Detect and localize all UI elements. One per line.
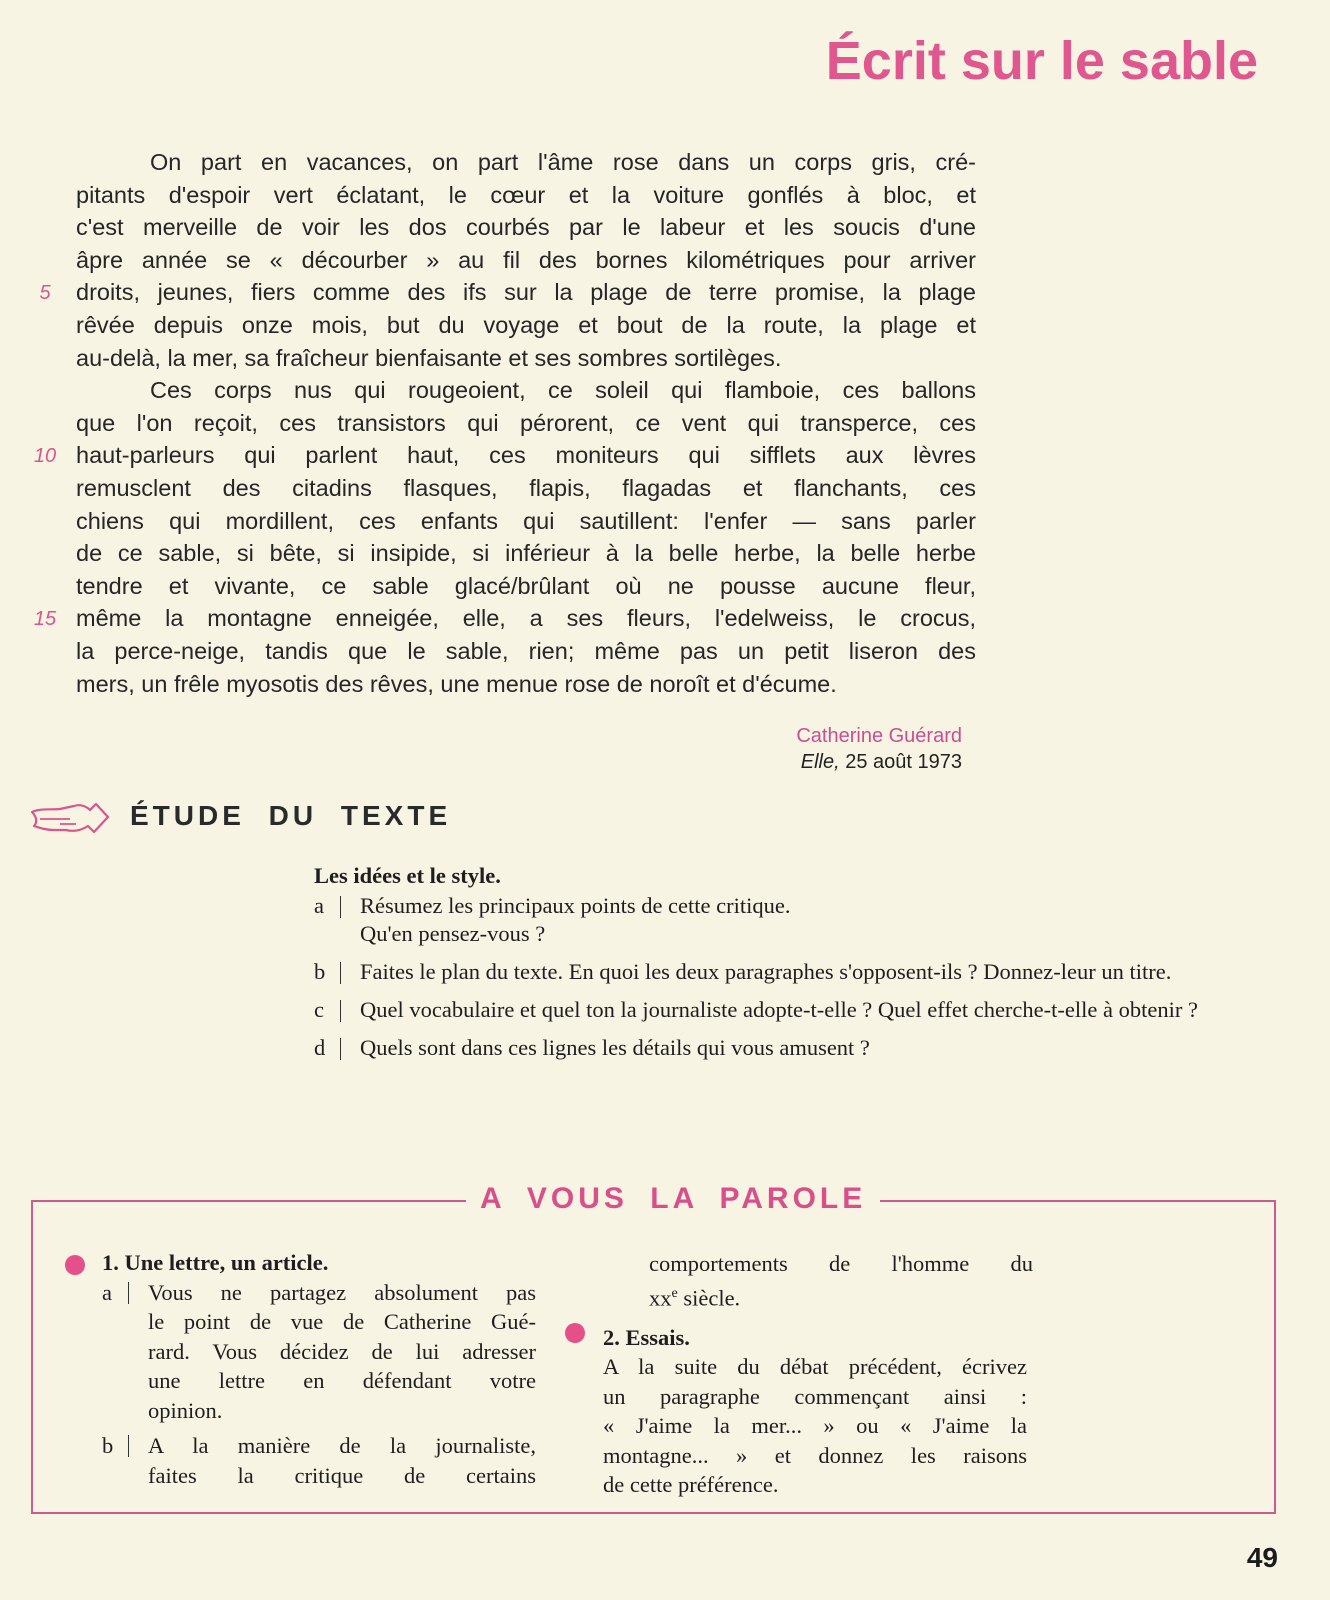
subitem-line: rard. Vous décidez de lui adresser xyxy=(148,1338,536,1364)
parole-column-left xyxy=(68,1248,538,1500)
question-letter: c xyxy=(314,997,324,1022)
publication-date: 25 août 1973 xyxy=(845,751,962,773)
question-text: Faites le plan du texte. En quoi les deux paragraphes s'opposent-ils ? Donnez-leur un titre. xyxy=(360,959,1172,984)
question-item xyxy=(314,1034,1214,1062)
passage-line: rêvée depuis onze mois, but du voyage et bout de la route, la plage et xyxy=(76,311,976,338)
question-letter: a xyxy=(314,893,324,918)
text-passage xyxy=(76,146,976,700)
passage-line: mers, un frêle myosotis des rêves, une menue rose de noroît et d'écume. xyxy=(76,670,837,697)
subitem-line: A la manière de la journaliste, xyxy=(148,1433,536,1458)
divider xyxy=(340,1038,341,1060)
passage-line: tendre et vivante, ce sable glacé/brûlant où ne pousse aucune fleur, xyxy=(76,572,976,599)
passage-line: pitants d'espoir vert éclatant, le cœur et la voiture gonflés à bloc, et xyxy=(76,181,976,208)
divider xyxy=(128,1435,129,1457)
passage-line: âpre année se « décourber » au fil des bornes kilométriques pour arriver xyxy=(76,246,976,273)
bullet-dot xyxy=(565,1323,585,1343)
question-text: Qu'en pensez-vous ? xyxy=(360,921,546,946)
divider xyxy=(340,896,341,918)
divider xyxy=(340,962,341,984)
item-title: 2. Essais. xyxy=(603,1324,690,1350)
pointing-hand-icon xyxy=(30,800,112,838)
parole-subitem xyxy=(102,1278,538,1426)
passage-line: que l'on reçoit, ces transistors qui pérorent, ce vent qui transperce, ces xyxy=(76,409,976,436)
essay-line: de cette préférence. xyxy=(603,1472,779,1497)
passage-line: c'est merveille de voir les dos courbés par le labeur et les soucis d'une xyxy=(76,214,976,241)
essay-line: A la suite du débat précédent, écrivez xyxy=(603,1354,1027,1379)
source-citation xyxy=(796,723,962,775)
question-text: Résumez les principaux points de cette critique. xyxy=(360,893,791,918)
page-number: 49 xyxy=(1246,1542,1278,1573)
parole-column-right xyxy=(565,1249,1035,1500)
author-name: Catherine Guérard xyxy=(796,725,962,747)
century-word: siècle. xyxy=(677,1285,741,1310)
century-sup: e xyxy=(671,1285,678,1301)
parole-subitem xyxy=(102,1431,538,1490)
passage-line: la perce-neige, tandis que le sable, rien; même pas un petit liseron des xyxy=(76,637,976,664)
passage-line: de ce sable, si bête, si insipide, si inférieur à la belle herbe, la belle herbe xyxy=(76,540,976,567)
study-subheading: Les idées et le style. xyxy=(314,863,501,888)
question-text: Quels sont dans ces lignes les détails qui vous amusent ? xyxy=(360,1035,870,1060)
subitem-line: comportements de l'homme du xyxy=(649,1251,1033,1276)
subitem-line: le point de vue de Catherine Gué- xyxy=(148,1309,536,1334)
subitem-line: Vous ne partagez absolument pas xyxy=(148,1279,536,1305)
line-number: 10 xyxy=(33,445,57,467)
passage-line: Ces corps nus qui rougeoient, ce soleil qui flamboie, ces ballons xyxy=(150,377,976,404)
section-heading-etude: ÉTUDE DU TEXTE xyxy=(130,800,452,831)
passage-line: haut-parleurs qui parlent haut, ces moniteurs qui sifflets aux lèvres xyxy=(76,442,976,469)
question-item xyxy=(314,996,1214,1024)
passage-line: On part en vacances, on part l'âme rose dans un corps gris, cré- xyxy=(150,149,976,175)
line-number: 15 xyxy=(33,608,57,630)
subitem-letter: a xyxy=(102,1279,112,1305)
subitem-line: opinion. xyxy=(148,1397,223,1423)
subitem-line: faites la critique de certains xyxy=(148,1462,536,1488)
divider xyxy=(340,1000,341,1022)
essay-text xyxy=(565,1352,1035,1500)
passage-line: remusclent des citadins flasques, flapis, flagadas et flanchants, ces xyxy=(76,474,976,501)
passage-line: même la montagne enneigée, elle, a ses fleurs, l'edelweiss, le crocus, xyxy=(76,605,976,632)
line-number: 5 xyxy=(39,282,51,304)
question-item xyxy=(314,958,1214,986)
question-letter: d xyxy=(314,1035,326,1060)
subitem-line: une lettre en défendant votre xyxy=(148,1368,536,1393)
question-letter: b xyxy=(314,959,326,984)
question-text: Quel vocabulaire et quel ton la journaliste adopte-t-elle ? Quel effet cherche-t-elle à obtenir ? xyxy=(360,997,1198,1022)
passage-line: au-delà, la mer, sa fraîcheur bienfaisante et ses sombres sortilèges. xyxy=(76,344,782,371)
divider xyxy=(128,1282,129,1304)
century: xx xyxy=(649,1285,672,1310)
question-item xyxy=(314,892,1214,948)
study-questions xyxy=(314,862,1214,1072)
essay-line: un paragraphe commençant ainsi : xyxy=(603,1383,1027,1409)
essay-line: « J'aime la mer... » ou « J'aime la xyxy=(603,1413,1027,1438)
item-title: 1. Une lettre, un article. xyxy=(102,1250,329,1275)
passage-line: chiens qui mordillent, ces enfants qui sautillent: l'enfer — sans parler xyxy=(76,507,976,534)
publication-name: Elle, xyxy=(800,751,840,773)
page-title: Écrit sur le sable xyxy=(825,31,1258,91)
essay-line: montagne... » et donnez les raisons xyxy=(603,1442,1027,1468)
section-heading-parole: A VOUS LA PAROLE xyxy=(466,1182,880,1216)
subitem-letter: b xyxy=(102,1433,114,1458)
passage-line: droits, jeunes, fiers comme des ifs sur la plage de terre promise, la plage xyxy=(76,279,976,306)
century-line xyxy=(649,1279,1035,1313)
